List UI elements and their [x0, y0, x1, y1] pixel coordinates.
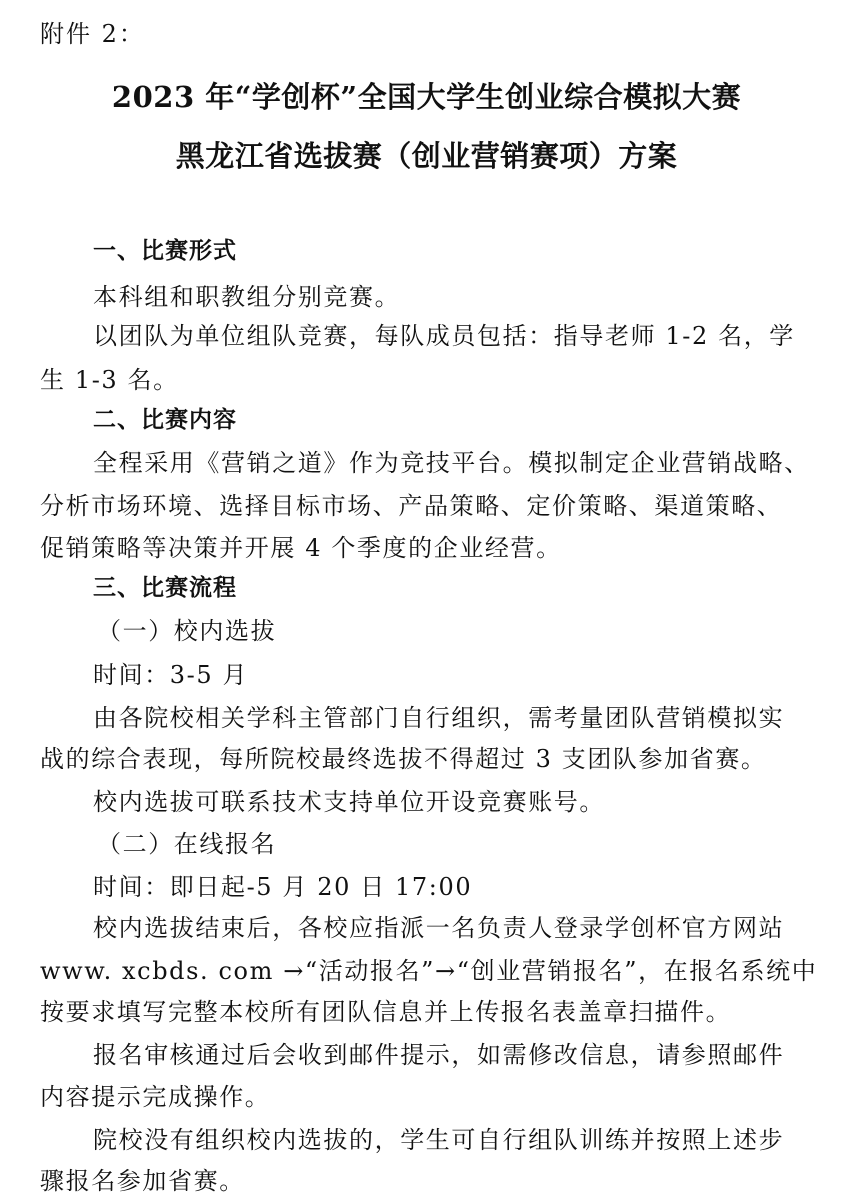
section-heading-content: 二、比赛内容 — [93, 407, 237, 433]
content-line-3: 促销策略等决策并开展 4 个季度的企业经营。 — [40, 534, 562, 562]
stage-1-paragraph-2: 校内选拔可联系技术支持单位开设竞赛账号。 — [93, 788, 605, 816]
title-line-2: 黑龙江省选拔赛（创业营销赛项）方案 — [175, 140, 678, 172]
stage-2-paragraph-2-line-2: 内容提示完成操作。 — [40, 1083, 271, 1111]
section-heading-process: 三、比赛流程 — [93, 575, 237, 601]
stage-1-title: （一）校内选拔 — [97, 617, 277, 645]
form-paragraph-2-line-2: 生 1-3 名。 — [40, 366, 179, 394]
form-paragraph-2-line-1: 以团队为单位组队竞赛，每队成员包括：指导老师 1-2 名，学 — [93, 322, 795, 350]
attachment-label: 附件 2： — [40, 20, 145, 48]
stage-1-paragraph-1-line-2: 战的综合表现，每所院校最终选拔不得超过 3 支团队参加省赛。 — [40, 745, 767, 773]
stage-2-paragraph-1-line-2: www. xcbds. com →“活动报名”→“创业营销报名”，在报名系统中 — [40, 957, 818, 985]
section-heading-form: 一、比赛形式 — [93, 238, 237, 264]
title-line-1: 2023 年“学创杯”全国大学生创业综合模拟大赛 — [111, 81, 742, 113]
stage-2-title: （二）在线报名 — [97, 830, 277, 858]
content-line-2: 分析市场环境、选择目标市场、产品策略、定价策略、渠道策略、 — [40, 492, 783, 520]
content-line-1: 全程采用《营销之道》作为竞技平台。模拟制定企业营销战略、 — [93, 449, 810, 477]
stage-2-paragraph-1-line-3: 按要求填写完整本校所有团队信息并上传报名表盖章扫描件。 — [40, 998, 732, 1026]
stage-2-paragraph-2-line-1: 报名审核通过后会收到邮件提示，如需修改信息，请参照邮件 — [93, 1041, 785, 1069]
stage-2-paragraph-3-line-1: 院校没有组织校内选拔的，学生可自行组队训练并按照上述步 — [93, 1126, 785, 1154]
form-paragraph-1: 本科组和职教组分别竞赛。 — [93, 283, 401, 311]
stage-1-paragraph-1-line-1: 由各院校相关学科主管部门自行组织，需考量团队营销模拟实 — [93, 704, 785, 732]
stage-2-time: 时间：即日起-5 月 20 日 17:00 — [93, 873, 473, 901]
stage-1-time: 时间：3-5 月 — [93, 661, 249, 689]
stage-2-paragraph-1-line-1: 校内选拔结束后，各校应指派一名负责人登录学创杯官方网站 — [93, 914, 785, 942]
stage-2-paragraph-3-line-2: 骤报名参加省赛。 — [40, 1167, 245, 1195]
